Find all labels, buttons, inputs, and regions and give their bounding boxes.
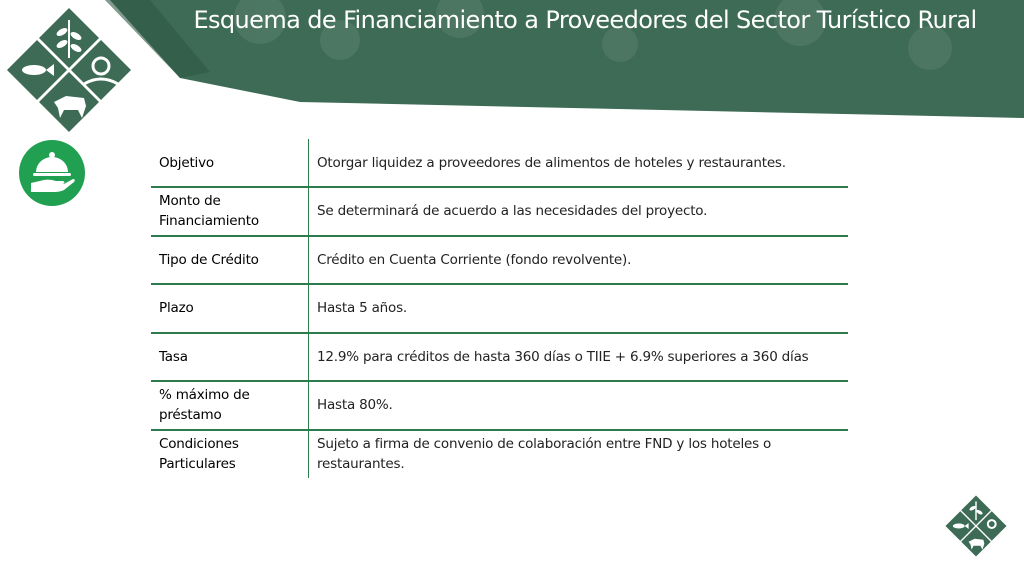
row-label: Tasa: [151, 333, 309, 382]
row-value: Sujeto a firma de convenio de colaboración entre FND y los hoteles o restaurantes.: [309, 430, 849, 478]
table-row: [151, 187, 848, 236]
row-label: Monto de Financiamiento: [151, 187, 309, 236]
table-row: [151, 381, 848, 430]
row-value: Otorgar liquidez a proveedores de alimentos de hoteles y restaurantes.: [317, 154, 786, 171]
table-row: [151, 430, 848, 478]
row-value: 12.9% para créditos de hasta 360 días o TIIE + 6.9% superiores a 360 días: [309, 333, 849, 382]
row-label: Condiciones Particulares: [151, 430, 309, 478]
food-service-cloche-icon: [18, 139, 86, 207]
table-row: [151, 333, 848, 382]
row-value: Hasta 80%.: [309, 381, 849, 430]
table-row: [151, 236, 848, 285]
row-label: Plazo: [151, 284, 309, 333]
row-label: Tipo de Crédito: [151, 236, 309, 285]
row-value: Se determinará de acuerdo a las necesidades del proyecto.: [309, 187, 849, 236]
table-row: [151, 139, 848, 187]
row-label: Objetivo: [151, 139, 309, 187]
table-row: [151, 284, 848, 333]
financing-info-table: [151, 139, 848, 478]
row-value: Crédito en Cuenta Corriente (fondo revolvente).: [309, 236, 849, 285]
row-value: Hasta 5 años.: [309, 284, 849, 333]
row-label: % máximo de préstamo: [151, 381, 309, 430]
page-title: Esquema de Financiamiento a Proveedores del Sector Turístico Rural: [193, 6, 977, 34]
footer-logo-icon: [944, 494, 1008, 558]
agriculture-logo-icon: [4, 6, 134, 134]
header-banner: [0, 0, 1024, 130]
